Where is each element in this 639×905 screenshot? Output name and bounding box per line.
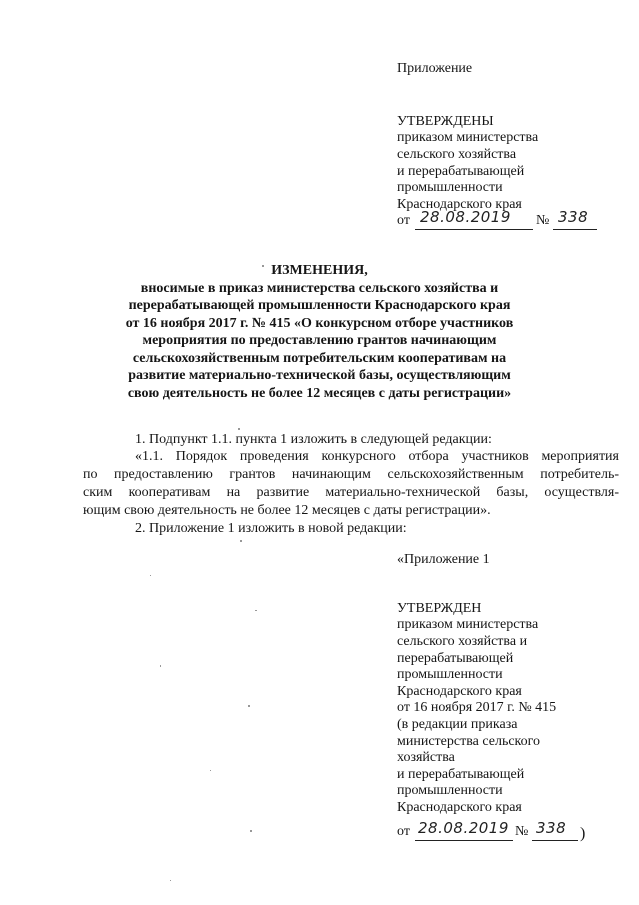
number-underline [553, 229, 597, 230]
approved-word: УТВЕРЖДЕНЫ [397, 114, 494, 129]
appendix-line: промышленности [397, 783, 503, 798]
scan-speck [170, 880, 171, 881]
appendix-line: и перерабатывающей [397, 767, 525, 782]
scan-speck [240, 540, 242, 542]
closing-parenthesis: ) [580, 825, 586, 842]
appendix-line: сельского хозяйства и [397, 634, 528, 649]
approved-line: сельского хозяйства [397, 147, 517, 162]
title-line: от 16 ноября 2017 г. № 415 «О конкурсном отборе участников [125, 316, 514, 331]
scan-speck [160, 665, 161, 667]
title-line: развитие материально-технической базы, осуществляющим [128, 368, 511, 383]
appendix-date-underline [415, 840, 513, 841]
appendix-line: промышленности [397, 667, 503, 682]
date-underline [415, 229, 533, 230]
appendix-approved-word: УТВЕРЖДЕН [397, 601, 482, 616]
appendix-handwritten-number: 338 [536, 819, 567, 837]
scan-speck [150, 575, 151, 576]
approved-line: Краснодарского края [397, 197, 522, 212]
title-line: сельскохозяйственным потребительским кооперативам на [132, 351, 507, 366]
handwritten-date: 28.08.2019 [420, 208, 511, 226]
appendix-number-label: № [515, 824, 529, 839]
appendix-line: от 16 ноября 2017 г. № 415 [397, 700, 557, 715]
appendix-line: перерабатывающей [397, 651, 514, 666]
approved-line: промышленности [397, 180, 503, 195]
scan-speck [210, 770, 211, 771]
appendix-line: Краснодарского края [397, 684, 522, 699]
approved-line: приказом министерства [397, 130, 539, 145]
paragraph-1: 1. Подпункт 1.1. пункта 1 изложить в следующей редакции: [135, 432, 492, 447]
paragraph-2-line: ющим свою деятельность не более 12 месяцев с даты регистрации». [83, 503, 491, 518]
title-line: вносимые в приказ министерства сельского хозяйства и [140, 281, 499, 296]
appendix-line: (в редакции приказа [397, 717, 518, 732]
title-line: мероприятия по предоставлению грантов начинающим [142, 333, 497, 348]
date-from-label: от [397, 213, 410, 228]
document-heading: ИЗМЕНЕНИЯ, [271, 263, 368, 278]
number-label: № [536, 213, 550, 228]
title-line: перерабатывающей промышленности Краснодарского края [128, 298, 511, 313]
appendix-line: приказом министерства [397, 617, 539, 632]
appendix-handwritten-date: 28.08.2019 [418, 819, 509, 837]
scan-speck [250, 830, 252, 832]
handwritten-number: 338 [558, 208, 589, 226]
appendix-number-underline [532, 840, 578, 841]
approved-line: и перерабатывающей [397, 164, 525, 179]
paragraph-3: 2. Приложение 1 изложить в новой редакции: [135, 521, 407, 536]
appendix-label: Приложение [397, 61, 473, 76]
paragraph-2-line: «1.1. Порядок проведения конкурсного отбора участников мероприятия [135, 449, 619, 464]
scan-speck [255, 610, 257, 611]
scan-speck [248, 705, 250, 707]
appendix-line: хозяйства [397, 750, 455, 765]
scan-speck [238, 428, 240, 430]
title-line: свою деятельность не более 12 месяцев с даты регистрации» [127, 386, 512, 401]
appendix-1-label: «Приложение 1 [397, 552, 490, 567]
appendix-date-from-label: от [397, 824, 410, 839]
paragraph-2-line: ским кооперативам на развитие материально-технической базы, осуществля- [83, 485, 619, 500]
appendix-line: министерства сельского [397, 734, 541, 749]
appendix-line: Краснодарского края [397, 800, 522, 815]
paragraph-2-line: по предоставлению грантов начинающим сельскохозяйственным потребитель- [83, 467, 619, 482]
